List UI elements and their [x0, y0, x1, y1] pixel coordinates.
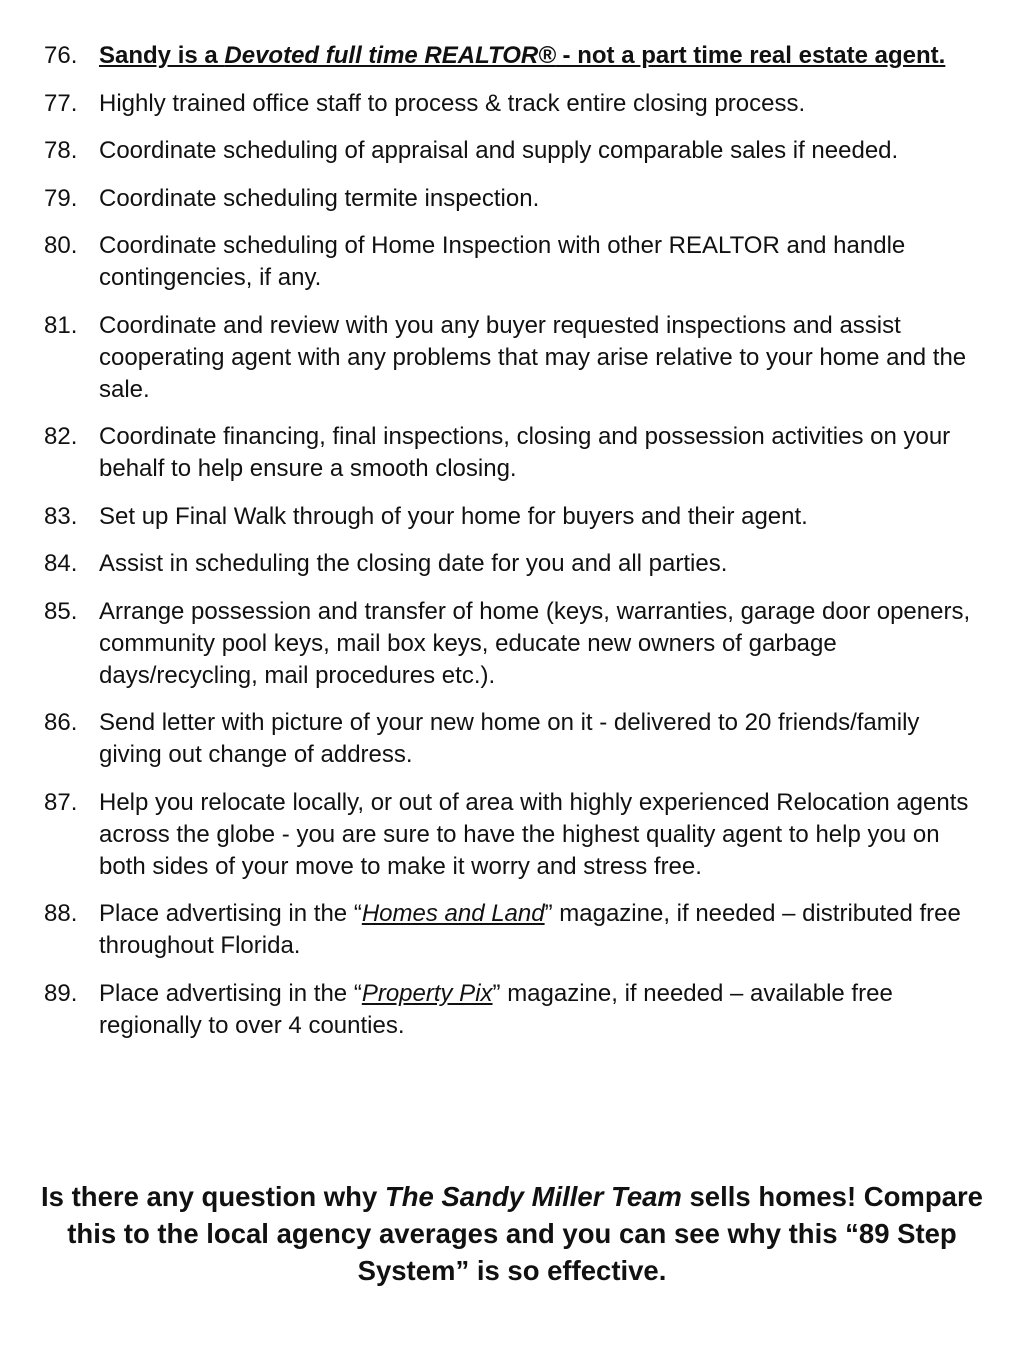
list-item-82 [44, 421, 974, 485]
list-item-89 [44, 978, 974, 1042]
headline-part-b: - not a part time real estate agent. [555, 42, 946, 69]
item-text: Coordinate scheduling of Home Inspection with other REALTOR and handle contingencies, if any. [99, 232, 906, 291]
list-item-77 [44, 88, 974, 120]
item-number: 88. [44, 900, 78, 927]
item-text: Highly trained office staff to process & track entire closing process. [99, 89, 806, 117]
item-text: Arrange possession and transfer of home (keys, warranties, garage door openers, community pool keys, mail box keys, educate new owners of garbage days/recycling, mail procedures etc.). [99, 597, 971, 689]
headline-part-a: Sandy is a [99, 42, 225, 69]
item-number: 82. [44, 423, 78, 450]
publication-title: Homes and Land [361, 900, 545, 927]
item-number: 76. [44, 42, 78, 69]
list-item-87 [44, 787, 974, 883]
list-item-83 [44, 501, 974, 533]
item-number: 78. [44, 137, 78, 164]
list-item-78 [44, 135, 974, 167]
item-text-headline [99, 40, 974, 72]
item-text [99, 898, 974, 962]
item-text: Coordinate and review with you any buyer requested inspections and assist cooperating agent with any problems that may arise relative to your home and the sale. [99, 311, 967, 403]
item-number: 89. [44, 979, 78, 1007]
closing-part-a: Is there any question why [41, 1181, 385, 1212]
item-number: 86. [44, 709, 78, 736]
numbered-list [44, 40, 974, 1057]
item-number: 87. [44, 788, 78, 816]
item-text: Send letter with picture of your new home on it - delivered to 20 friends/family giving out change of address. [99, 709, 920, 768]
list-item-88 [44, 898, 974, 962]
item-number: 84. [44, 550, 78, 577]
list-item-85 [44, 596, 974, 692]
item-text [99, 978, 974, 1042]
item-text: Coordinate scheduling of appraisal and supply comparable sales if needed. [99, 137, 899, 164]
item-text: Coordinate scheduling termite inspection. [99, 184, 540, 212]
list-item-79 [44, 183, 974, 215]
item-number: 77. [44, 89, 78, 117]
item-text: Set up Final Walk through of your home for buyers and their agent. [99, 502, 808, 530]
item-number: 85. [44, 597, 78, 625]
list-item-84 [44, 548, 974, 580]
item-number: 83. [44, 502, 78, 530]
item-number: 80. [44, 232, 78, 259]
list-item-81 [44, 310, 974, 406]
publication-title: Property Pix [361, 979, 493, 1007]
list-item-80 [44, 230, 974, 294]
list-item-76 [44, 40, 974, 72]
closing-statement [20, 1178, 1004, 1289]
closing-part-b: sells homes! Compare this to the local agency averages and you can see why this “89 Step System” is so effective. [67, 1181, 983, 1286]
list-item-86 [44, 707, 974, 771]
item-text-pre: Place advertising in the “ [99, 900, 362, 927]
item-text-pre: Place advertising in the “ [99, 979, 362, 1007]
item-text: Assist in scheduling the closing date for you and all parties. [99, 550, 728, 577]
item-text: Coordinate financing, final inspections, closing and possession activities on your behalf to help ensure a smooth closing. [99, 423, 951, 482]
headline-emphasis: Devoted full time REALTOR® [224, 42, 556, 69]
item-number: 79. [44, 184, 78, 212]
team-name: The Sandy Miller Team [384, 1181, 682, 1212]
item-text: Help you relocate locally, or out of area with highly experienced Relocation agents across the globe - you are sure to have the highest quality agent to help you on both sides of your move to make it worry and stress free. [99, 788, 969, 880]
item-text-post: ” magazine, if needed – distributed free throughout Florida. [99, 900, 961, 959]
item-number: 81. [44, 311, 78, 339]
item-text-post: ” magazine, if needed – available free regionally to over 4 counties. [99, 979, 893, 1039]
